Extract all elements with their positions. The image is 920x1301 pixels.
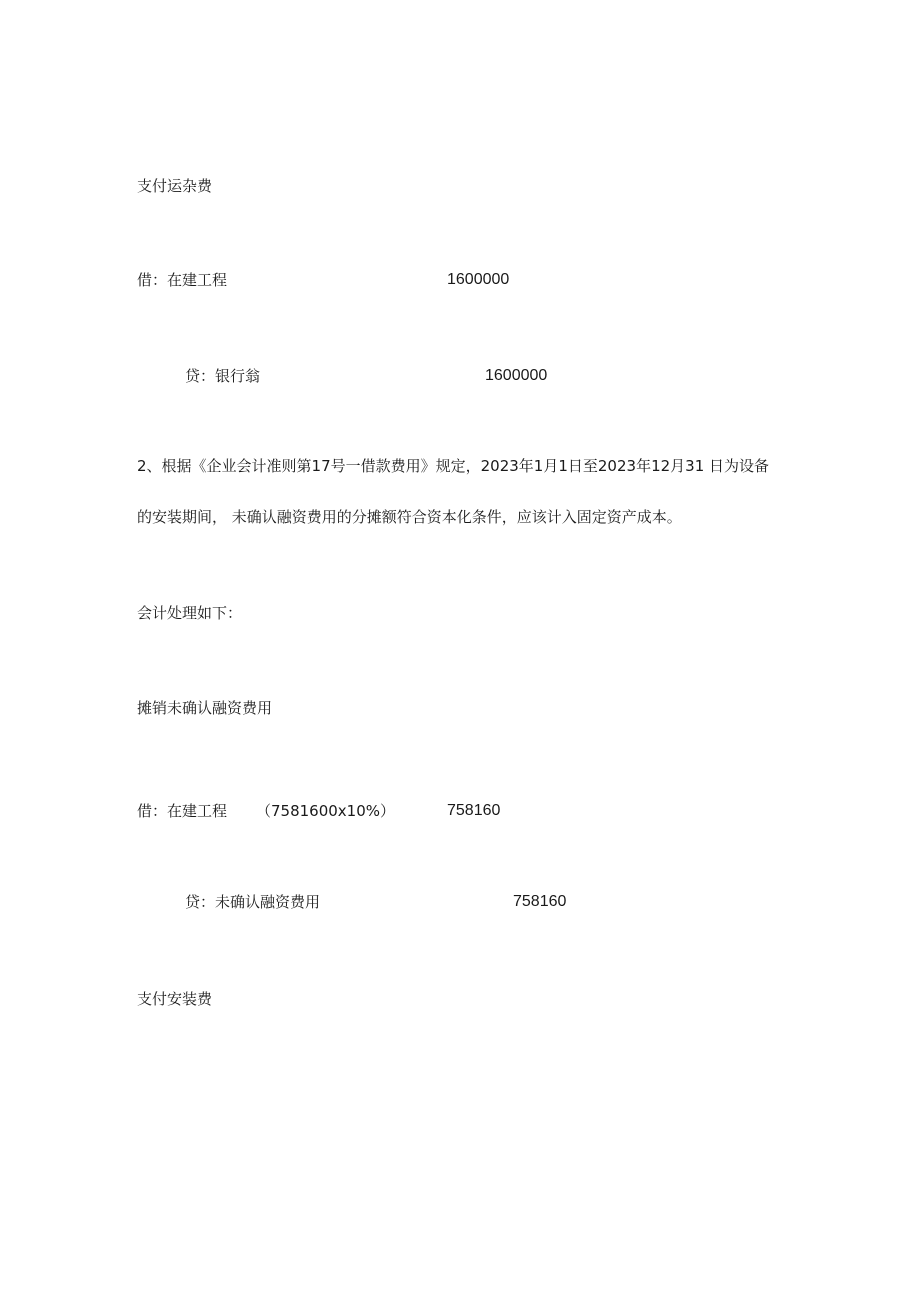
- freight-heading: 支付运杂费: [137, 177, 213, 195]
- accounting-heading: 会计处理如下：: [137, 604, 243, 622]
- entry2-debit-amount: 758160: [447, 802, 501, 819]
- amortize-heading: 摊销未确认融资费用: [137, 699, 273, 717]
- entry2-debit-label: 借：在建工程: [137, 802, 228, 820]
- entry2-formula: （7581600x10%）: [256, 802, 396, 820]
- paragraph2-line1: 2、根据《企业会计准则第17号一借款费用》规定，2023年1月1日至2023年12月31 日为设备: [137, 457, 770, 475]
- install-heading: 支付安装费: [137, 990, 213, 1008]
- paragraph2-line2: 的安装期间， 未确认融资费用的分摊额符合资本化条件，应该计入固定资产成本。: [137, 508, 682, 526]
- entry1-credit-amount: 1600000: [485, 367, 548, 384]
- entry1-debit-label: 借：在建工程: [137, 271, 228, 289]
- entry1-credit-label: 贷：银行翁: [185, 367, 261, 385]
- entry2-credit-label: 贷：未确认融资费用: [185, 893, 321, 911]
- entry1-debit-amount: 1600000: [447, 271, 510, 288]
- entry2-credit-amount: 758160: [513, 893, 567, 910]
